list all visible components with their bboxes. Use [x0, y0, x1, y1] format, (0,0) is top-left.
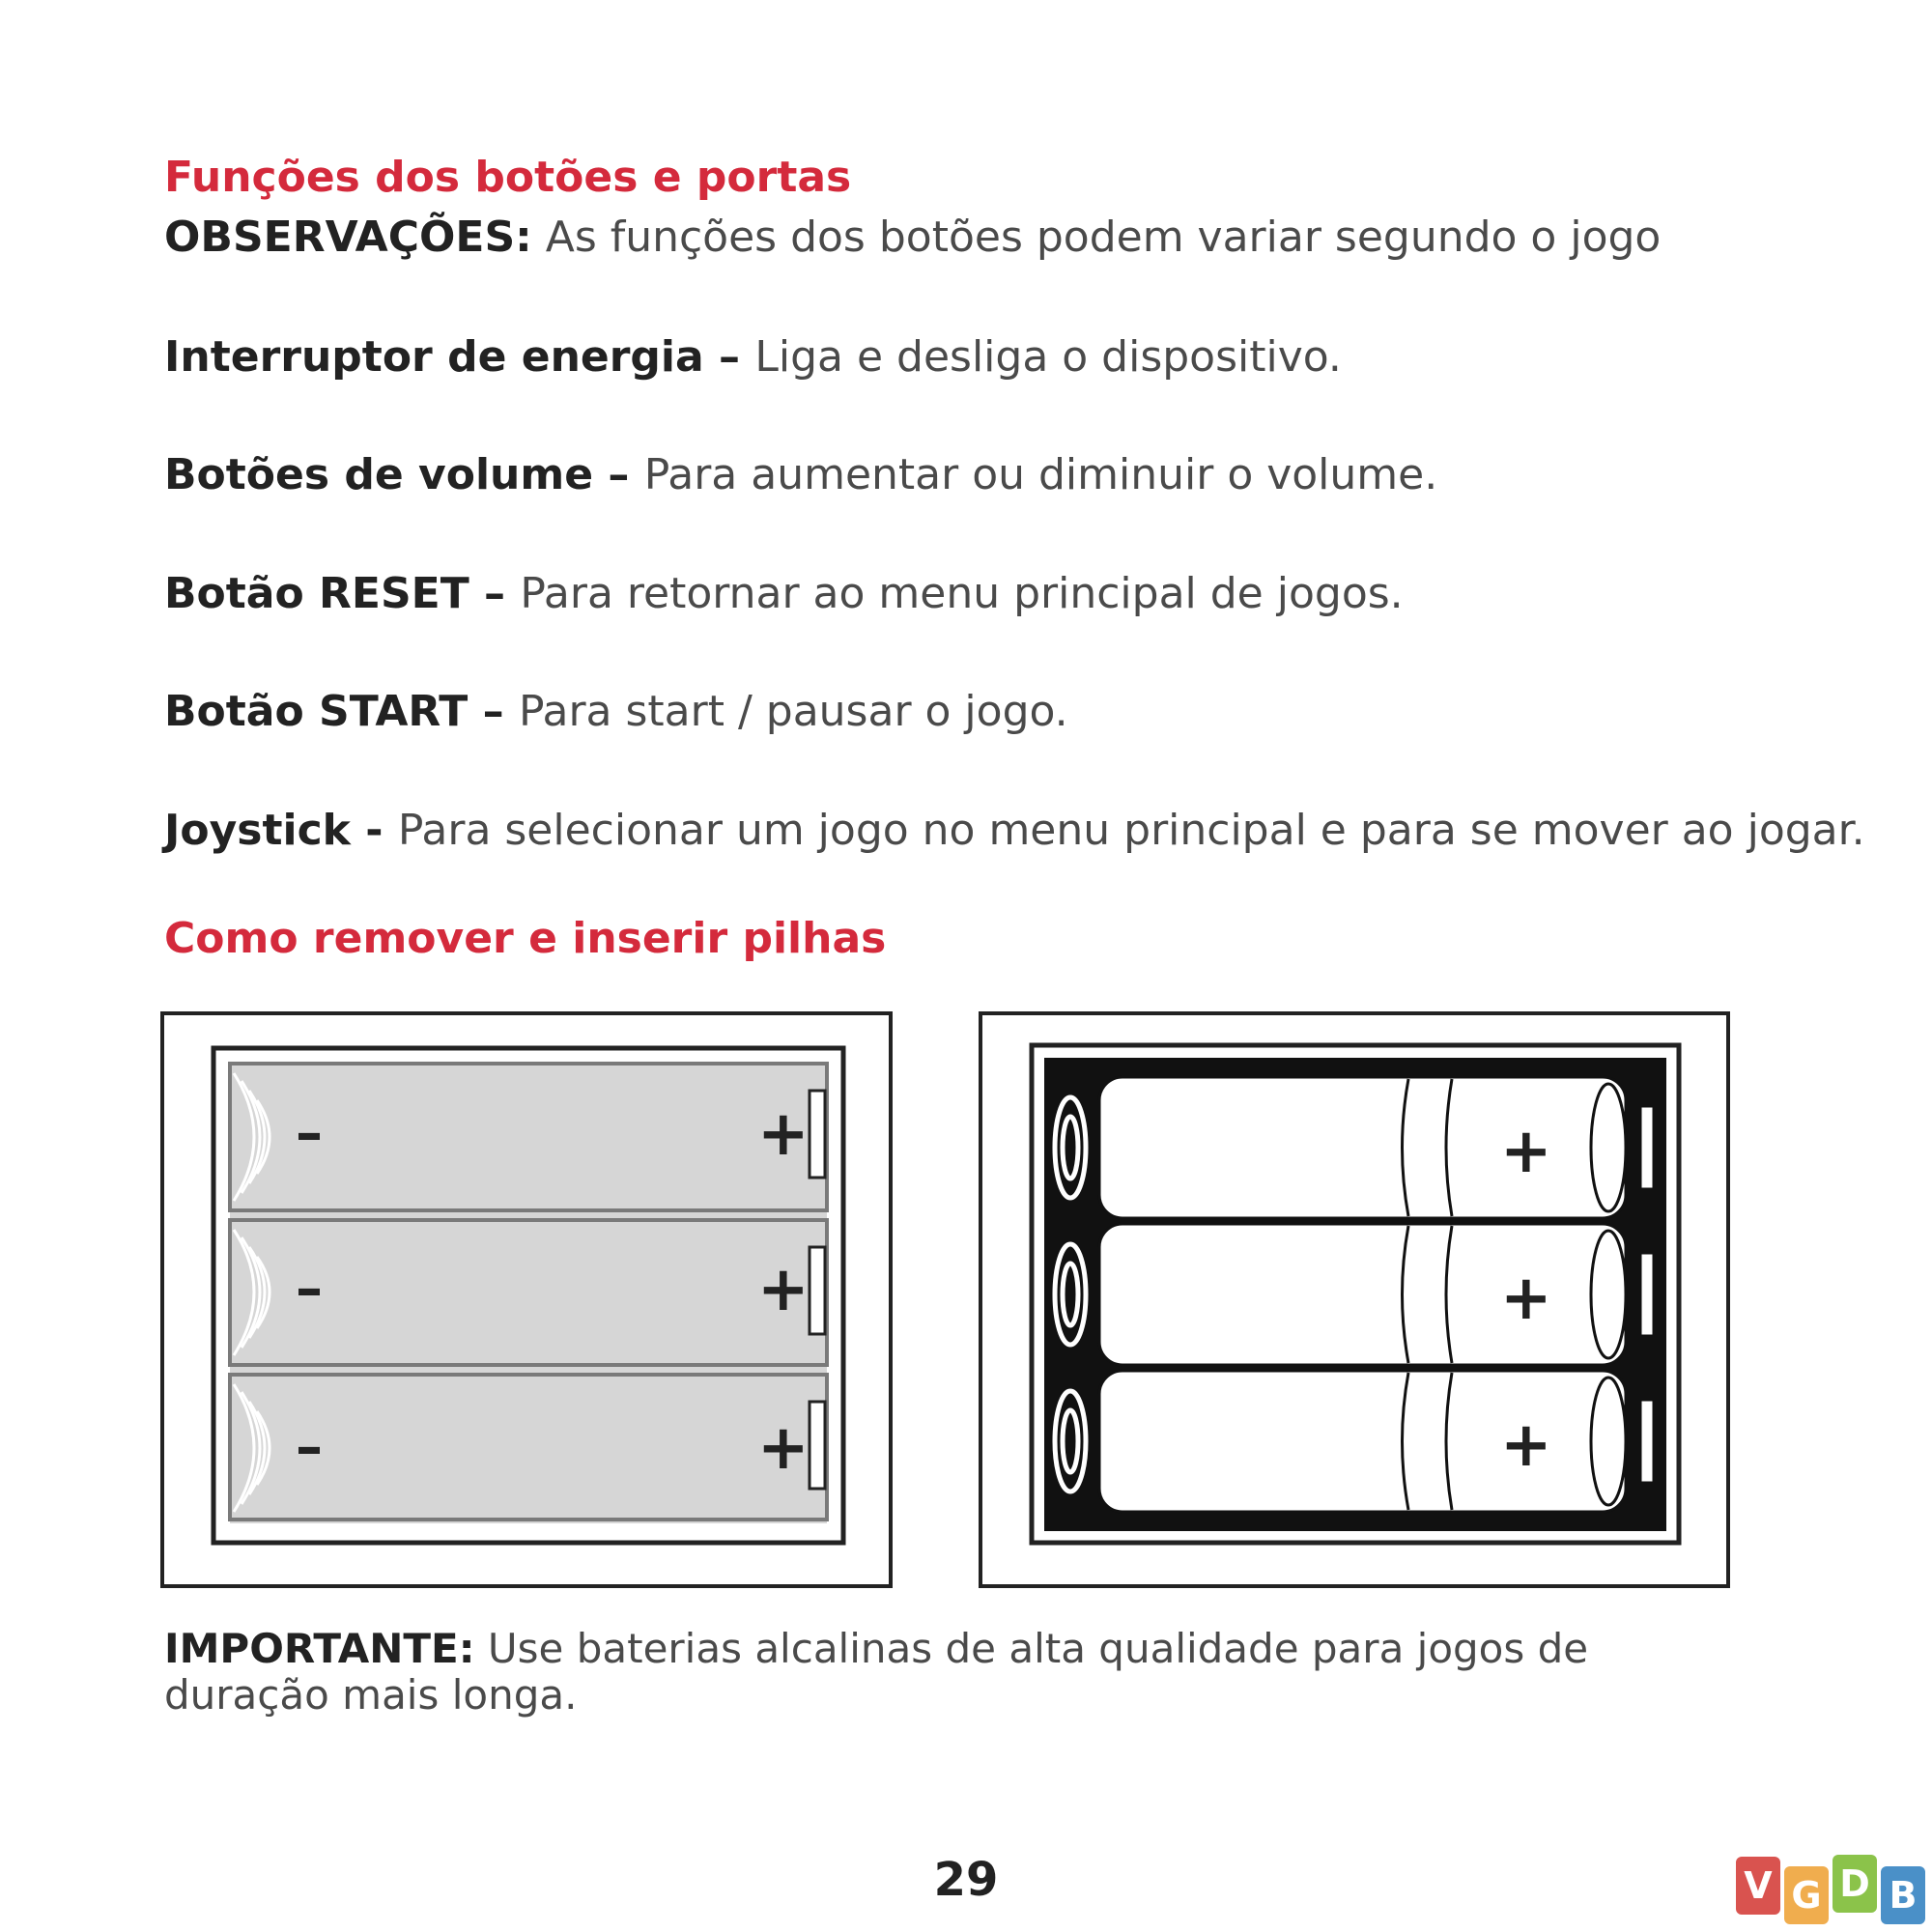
section-title-batteries: Como remover e inserir pilhas — [164, 914, 887, 963]
loaded-battery-compartment-diagram — [979, 1011, 1730, 1588]
plus-sign: + — [1500, 1116, 1552, 1187]
plus-sign: + — [1500, 1409, 1552, 1481]
battery-1 — [1055, 1077, 1654, 1218]
function-label: Interruptor de energia – — [164, 332, 755, 382]
function-item-start — [164, 687, 1068, 737]
function-item-power — [164, 332, 1342, 383]
function-desc: Para aumentar ou diminuir o volume. — [643, 450, 1438, 499]
logo-letter: B — [1881, 1866, 1925, 1924]
logo-letter: D — [1833, 1855, 1877, 1913]
vgdb-logo — [1736, 1853, 1929, 1928]
function-desc: Para retornar ao menu principal de jogos. — [520, 569, 1404, 618]
minus-sign: – — [296, 1258, 323, 1321]
function-label: Joystick - — [164, 806, 398, 855]
battery-slot-1 — [230, 1064, 827, 1210]
important-text: Use baterias alcalinas de alta qualidade para jogos de duração mais longa. — [164, 1625, 1589, 1719]
function-label: Botão RESET – — [164, 569, 521, 618]
flat-contact-icon — [810, 1402, 825, 1489]
plus-sign: + — [757, 1412, 810, 1484]
plus-sign: + — [1500, 1263, 1552, 1334]
terminal-contact-icon — [1640, 1253, 1654, 1336]
section-title-functions: Funções dos botões e portas — [164, 153, 852, 202]
function-item-volume — [164, 450, 1437, 500]
terminal-contact-icon — [1640, 1106, 1654, 1189]
important-label: IMPORTANTE: — [164, 1625, 475, 1672]
battery-slot-3 — [230, 1375, 827, 1520]
function-desc: Para start / pausar o jogo. — [518, 687, 1068, 736]
notes-label: OBSERVAÇÕES: — [164, 213, 532, 262]
plus-sign: + — [757, 1254, 810, 1325]
battery-2 — [1055, 1224, 1654, 1365]
battery-slot-2 — [230, 1220, 827, 1365]
logo-letter: G — [1784, 1866, 1829, 1924]
function-label: Botões de volume – — [164, 450, 644, 499]
notes-line — [164, 213, 1661, 263]
function-item-reset — [164, 569, 1404, 619]
minus-sign: – — [296, 1102, 323, 1165]
notes-text: As funções dos botões podem variar segundo o jogo — [531, 213, 1662, 262]
function-item-joystick — [164, 806, 1865, 856]
function-desc: Para selecionar um jogo no menu principal e para se mover ao jogar. — [397, 806, 1865, 855]
flat-contact-icon — [810, 1247, 825, 1334]
terminal-contact-icon — [1640, 1400, 1654, 1483]
function-desc: Liga e desliga o dispositivo. — [754, 332, 1342, 382]
empty-battery-compartment-diagram — [160, 1011, 893, 1588]
minus-sign: – — [296, 1416, 323, 1479]
important-note — [164, 1626, 1690, 1719]
battery-3 — [1055, 1371, 1654, 1512]
logo-letter: V — [1736, 1857, 1780, 1915]
plus-sign: + — [757, 1098, 810, 1170]
function-label: Botão START – — [164, 687, 519, 736]
page-number: 29 — [933, 1853, 999, 1907]
flat-contact-icon — [810, 1091, 825, 1178]
